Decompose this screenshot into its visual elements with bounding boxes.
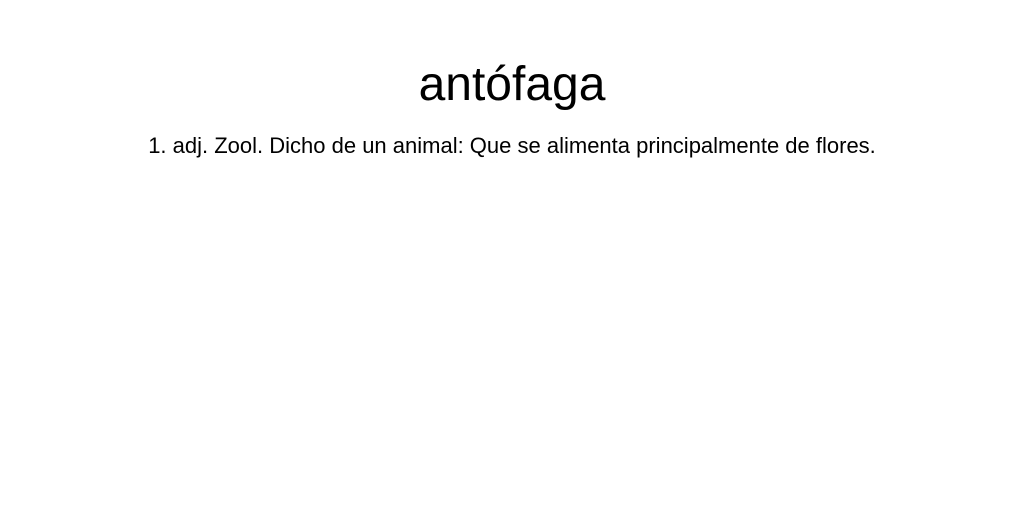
headword-title: antófaga	[418, 58, 606, 111]
definition-text: 1. adj. Zool. Dicho de un animal: Que se alimenta principalmente de flores.	[148, 133, 876, 158]
